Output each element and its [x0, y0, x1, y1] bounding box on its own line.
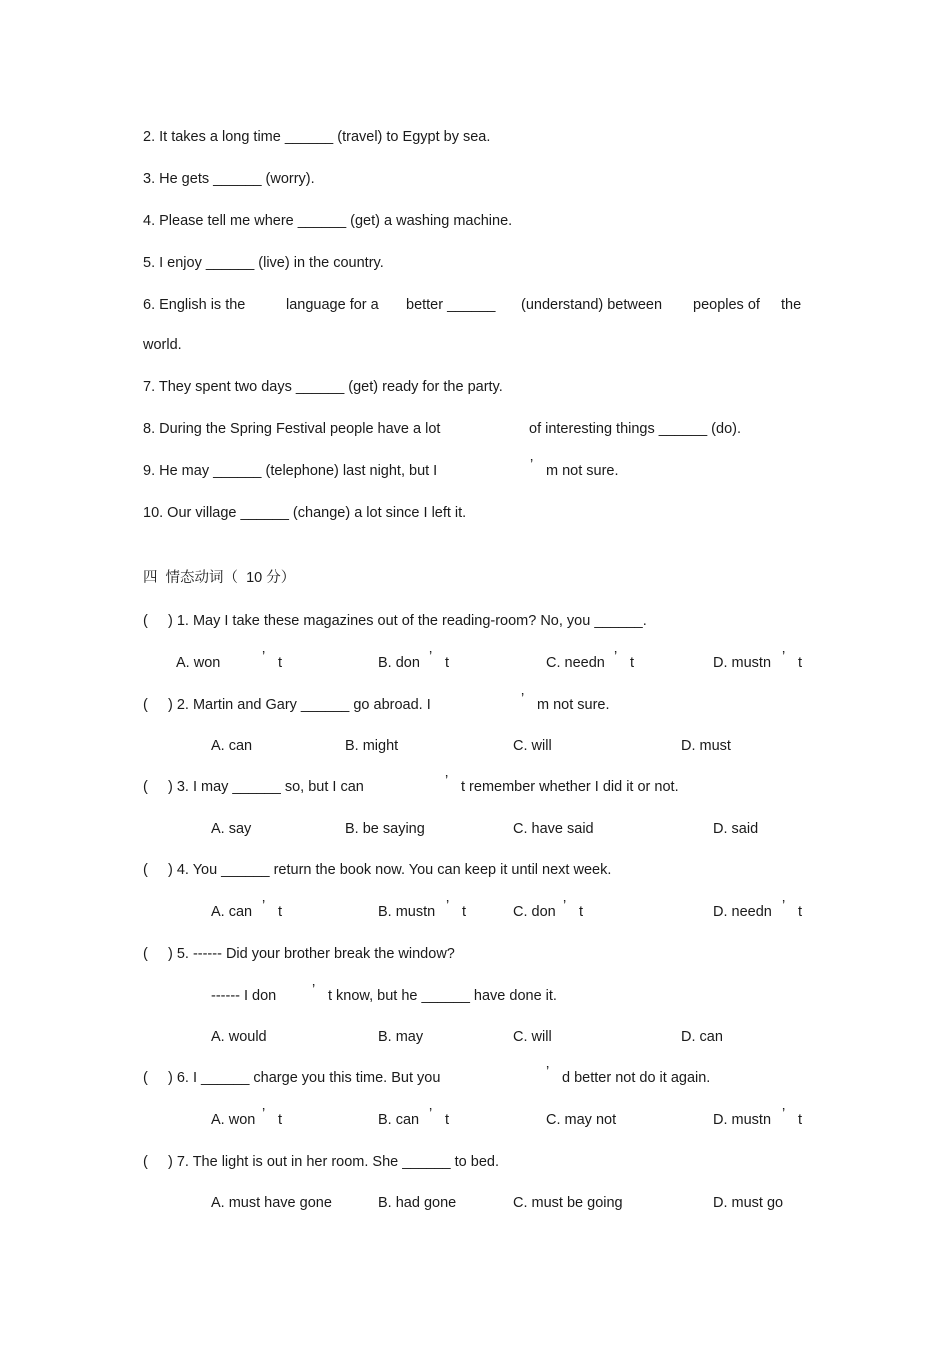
- option-b: B. don: [378, 655, 420, 671]
- question-text: m not sure.: [537, 697, 610, 713]
- question-text: ( ) 6. I ______ charge you this time. But you: [143, 1070, 441, 1086]
- q9-apostrophe: ’: [530, 457, 534, 473]
- question-text: ( ) 2. Martin and Gary ______ go abroad. I: [143, 697, 431, 713]
- option-b: B. be saying: [345, 821, 425, 837]
- question-text: ( ) 3. I may ______ so, but I can: [143, 779, 364, 795]
- option-b: B. mustn: [378, 904, 436, 920]
- option-c: C. needn: [546, 655, 605, 671]
- q8-part: of interesting things ______ (do).: [529, 421, 741, 437]
- q8-part: 8. During the Spring Festival people have a lot: [143, 421, 441, 437]
- subline-text: t know, but he ______ have done it.: [328, 988, 557, 1004]
- option-suffix: t: [445, 655, 450, 671]
- subline-text: ------ I don: [211, 988, 277, 1004]
- option-d: D. needn: [713, 904, 772, 920]
- question-apostrophe: ’: [546, 1064, 550, 1080]
- option-a: A. would: [211, 1029, 267, 1045]
- option-suffix: t: [630, 655, 635, 671]
- q6-part: (understand) between: [521, 297, 663, 313]
- question-apostrophe: ’: [521, 691, 525, 707]
- option-d: D. must go: [713, 1195, 784, 1211]
- q9-part: m not sure.: [546, 463, 619, 479]
- option-apostrophe: ’: [782, 1106, 786, 1122]
- question-10: 10. Our village ______ (change) a lot since I left it.: [143, 505, 467, 521]
- option-d: D. mustn: [713, 655, 772, 671]
- question-3: 3. He gets ______ (worry).: [143, 171, 315, 187]
- option-c: C. don: [513, 904, 556, 920]
- option-apostrophe: ’: [446, 898, 450, 914]
- option-apostrophe: ’: [782, 649, 786, 665]
- option-d: D. said: [713, 821, 759, 837]
- question-7: 7. They spent two days ______ (get) ready for the party.: [143, 379, 503, 395]
- question-text: t remember whether I did it or not.: [461, 779, 679, 795]
- option-d: D. can: [681, 1029, 723, 1045]
- option-suffix: t: [579, 904, 584, 920]
- option-suffix: t: [278, 655, 283, 671]
- option-c: C. have said: [513, 821, 594, 837]
- q6-part: language for a: [286, 297, 379, 313]
- question-text: d better not do it again.: [562, 1070, 711, 1086]
- question-text: ( ) 4. You ______ return the book now. You can keep it until next week.: [143, 862, 612, 878]
- option-suffix: t: [798, 655, 803, 671]
- option-d: D. mustn: [713, 1112, 772, 1128]
- option-c: C. may not: [546, 1112, 617, 1128]
- option-apostrophe: ’: [262, 649, 266, 665]
- option-suffix: t: [278, 1112, 283, 1128]
- option-suffix: t: [278, 904, 283, 920]
- option-suffix: t: [798, 904, 803, 920]
- option-b: B. had gone: [378, 1195, 457, 1211]
- option-a: A. can: [211, 904, 253, 920]
- option-a: A. won: [176, 655, 221, 671]
- option-c: C. will: [513, 738, 552, 754]
- option-a: A. say: [211, 821, 252, 837]
- option-apostrophe: ’: [563, 898, 567, 914]
- subline-apostrophe: ’: [312, 982, 316, 998]
- q6-part: the: [781, 297, 802, 313]
- option-suffix: t: [462, 904, 467, 920]
- section-heading: 四 情态动词（ 10 分）: [143, 570, 296, 586]
- question-4: 4. Please tell me where ______ (get) a washing machine.: [143, 213, 513, 229]
- q9-part: 9. He may ______ (telephone) last night, but I: [143, 463, 438, 479]
- option-apostrophe: ’: [262, 898, 266, 914]
- option-c: C. will: [513, 1029, 552, 1045]
- question-text: ( ) 5. ------ Did your brother break the window?: [143, 946, 455, 962]
- option-b: B. may: [378, 1029, 424, 1045]
- option-c: C. must be going: [513, 1195, 623, 1211]
- option-apostrophe: ’: [429, 649, 433, 665]
- question-apostrophe: ’: [445, 773, 449, 789]
- option-b: B. can: [378, 1112, 420, 1128]
- option-apostrophe: ’: [782, 898, 786, 914]
- option-apostrophe: ’: [429, 1106, 433, 1122]
- q6-part: 6. English is the: [143, 297, 246, 313]
- option-suffix: t: [445, 1112, 450, 1128]
- q6-part: peoples of: [693, 297, 760, 313]
- option-suffix: t: [798, 1112, 803, 1128]
- option-apostrophe: ’: [262, 1106, 266, 1122]
- q6-part: world.: [143, 337, 182, 353]
- question-text: ( ) 1. May I take these magazines out of the reading-room? No, you ______.: [143, 613, 647, 629]
- option-apostrophe: ’: [614, 649, 618, 665]
- option-a: A. won: [211, 1112, 256, 1128]
- option-b: B. might: [345, 738, 399, 754]
- question-text: ( ) 7. The light is out in her room. She ______ to bed.: [143, 1154, 499, 1170]
- option-a: A. can: [211, 738, 253, 754]
- option-a: A. must have gone: [211, 1195, 332, 1211]
- q6-part: better ______: [406, 297, 496, 313]
- question-2: 2. It takes a long time ______ (travel) to Egypt by sea.: [143, 129, 491, 145]
- question-5: 5. I enjoy ______ (live) in the country.: [143, 255, 384, 271]
- option-d: D. must: [681, 738, 731, 754]
